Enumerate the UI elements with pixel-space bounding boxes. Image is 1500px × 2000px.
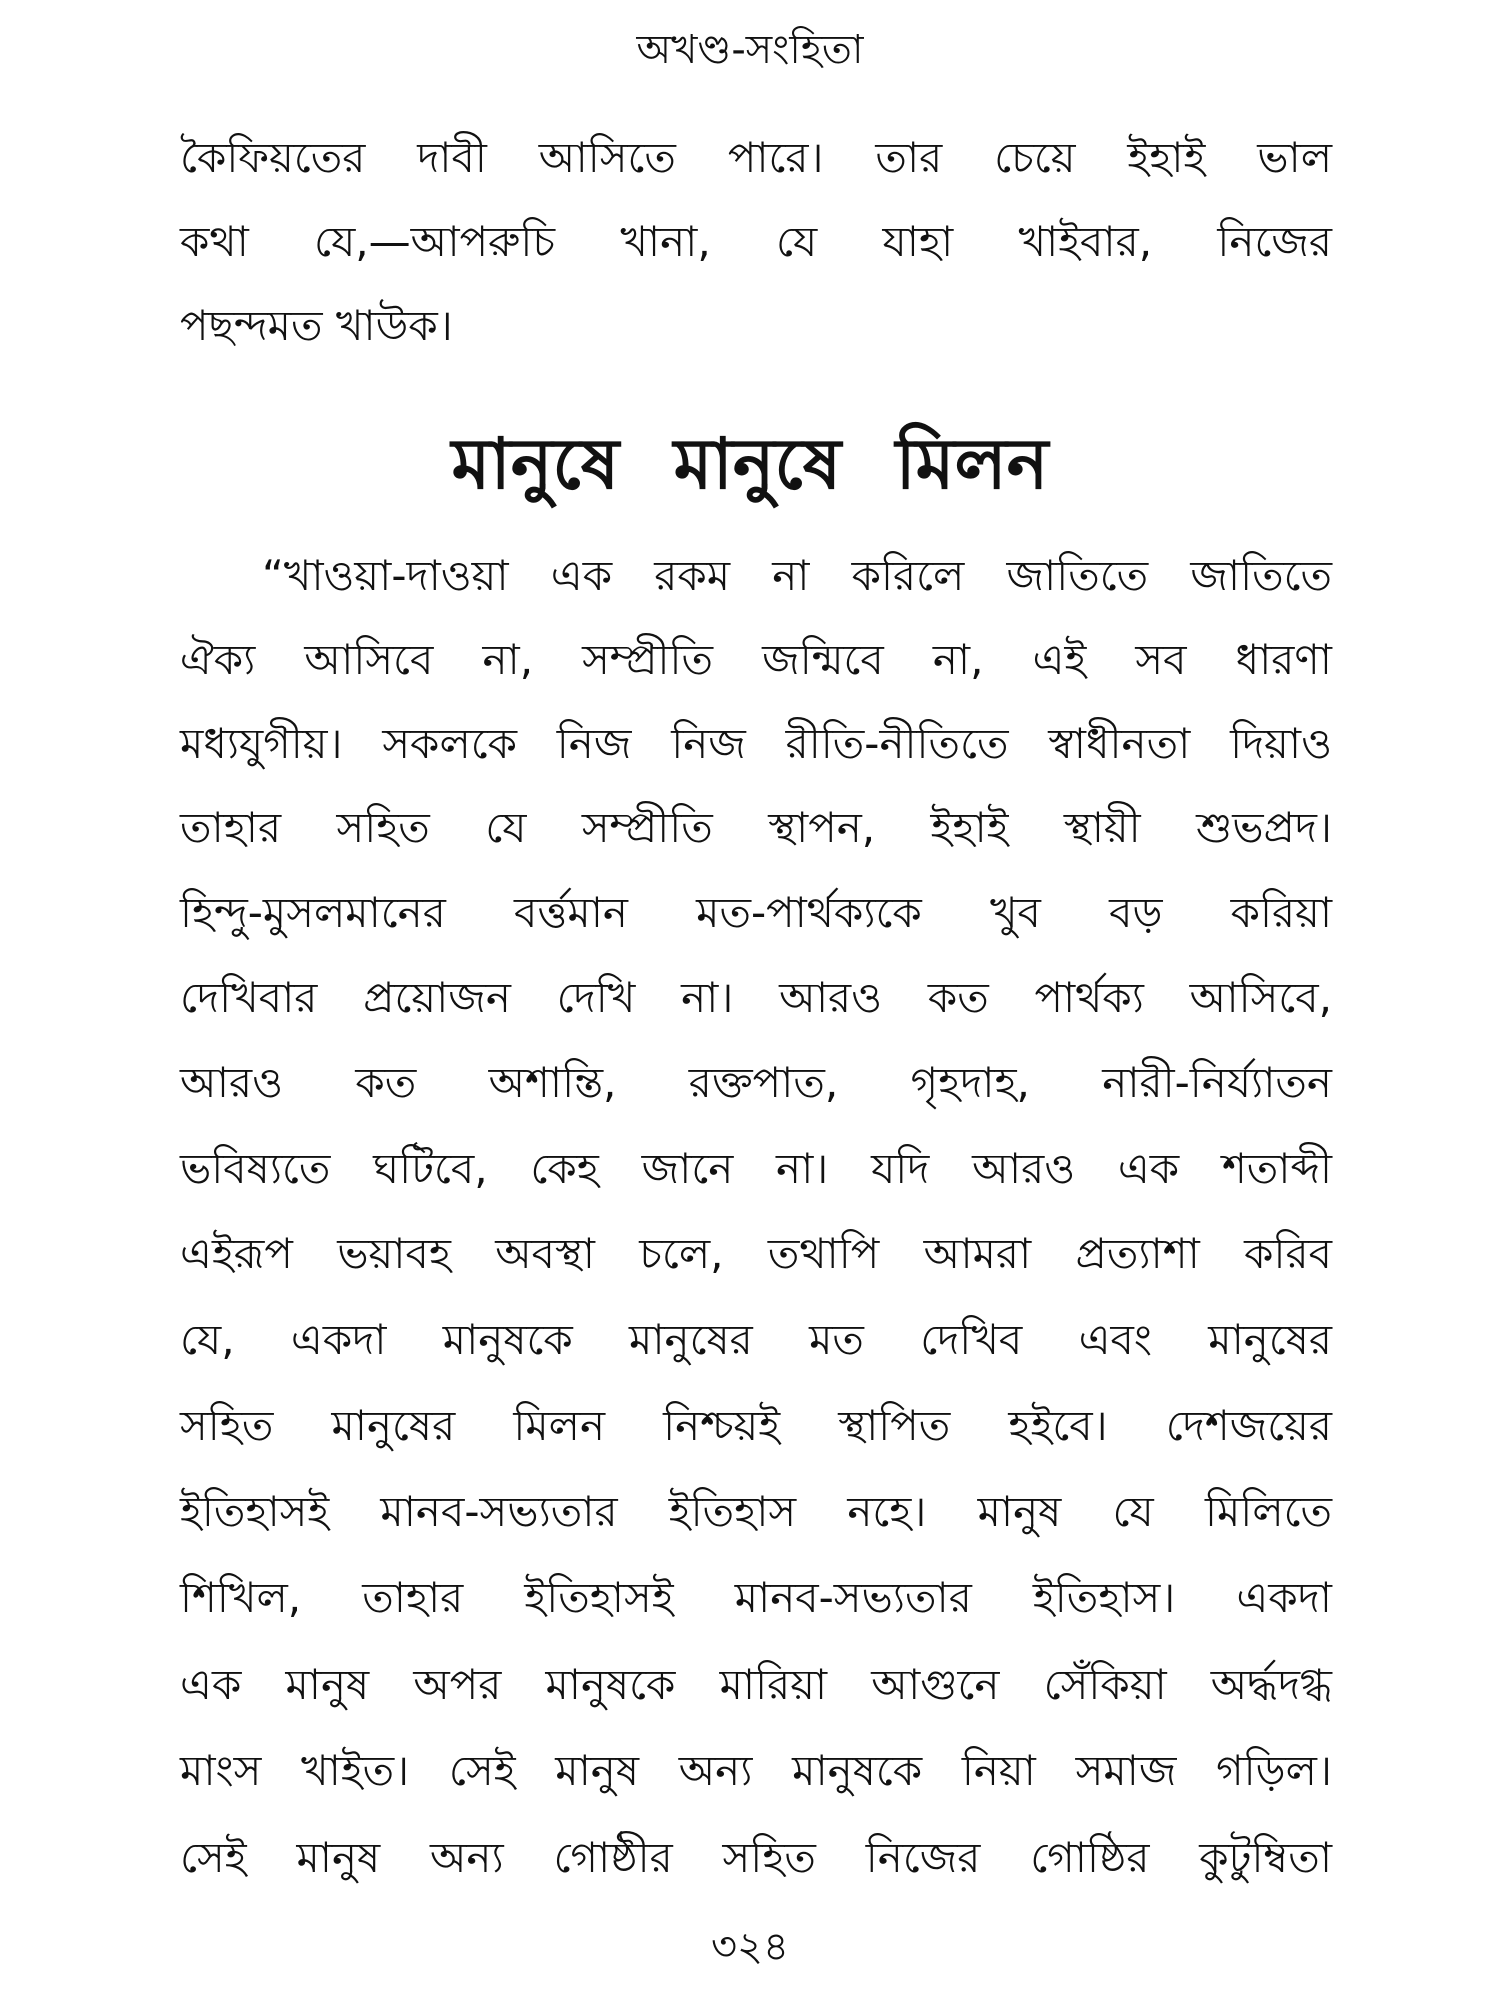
text-line: শিখিল, তাহার ইতিহাসই মানব-সভ্যতার ইতিহাস। একদা [180, 1573, 1332, 1622]
text-line: এইরূপ ভয়াবহ অবস্থা চলে, তথাপি আমরা প্রত্যাশা করিব [180, 1229, 1332, 1278]
text-line: মাংস খাইত। সেই মানুষ অন্য মানুষকে নিয়া সমাজ গড়িল। [180, 1746, 1332, 1795]
text-line: ভবিষ্যতে ঘটিবে, কেহ জানে না। যদি আরও এক শতাব্দী [180, 1144, 1332, 1193]
text-line: দেখিবার প্রয়োজন দেখি না। আরও কত পার্থক্য আসিবে, [180, 973, 1332, 1022]
text-line: পছন্দমত খাউক। [180, 301, 453, 350]
section-heading: মানুষে মানুষে মিলন [451, 423, 1049, 505]
text-line: কৈফিয়তের দাবী আসিতে পারে। তার চেয়ে ইহাই ভাল [180, 133, 1332, 182]
text-line: তাহার সহিত যে সম্প্রীতি স্থাপন, ইহাই স্থায়ী শুভপ্রদ। [180, 803, 1332, 852]
text-line: এক মানুষ অপর মানুষকে মারিয়া আগুনে সেঁকিয়া অর্দ্ধদগ্ধ [180, 1660, 1332, 1709]
running-header: অখণ্ড-সংহিতা [636, 27, 864, 73]
text-line: সহিত মানুষের মিলন নিশ্চয়ই স্থাপিত হইবে। দেশজয়ের [180, 1401, 1332, 1450]
text-line: মধ্যযুগীয়। সকলকে নিজ নিজ রীতি-নীতিতে স্বাধীনতা দিয়াও [180, 719, 1332, 768]
text-line: যে, একদা মানুষকে মানুষের মত দেখিব এবং মানুষের [180, 1315, 1332, 1364]
page-number: ৩২৪ [711, 1924, 789, 1970]
text-line: ঐক্য আসিবে না, সম্প্রীতি জন্মিবে না, এই সব ধারণা [180, 635, 1332, 684]
text-line: আরও কত অশান্তি, রক্তপাত, গৃহদাহ, নারী-নির্য্যাতন [180, 1058, 1332, 1107]
text-line: “খাওয়া-দাওয়া এক রকম না করিলে জাতিতে জাতিতে [262, 551, 1332, 600]
text-line: হিন্দু-মুসলমানের বর্ত্তমান মত-পার্থক্যকে খুব বড় করিয়া [180, 888, 1332, 937]
text-line: কথা যে,—আপরুচি খানা, যে যাহা খাইবার, নিজের [180, 217, 1332, 266]
text-line: সেই মানুষ অন্য গোষ্ঠীর সহিত নিজের গোষ্ঠির কুটুম্বিতা [180, 1833, 1332, 1882]
text-line: ইতিহাসই মানব-সভ্যতার ইতিহাস নহে। মানুষ যে মিলিতে [180, 1487, 1332, 1536]
